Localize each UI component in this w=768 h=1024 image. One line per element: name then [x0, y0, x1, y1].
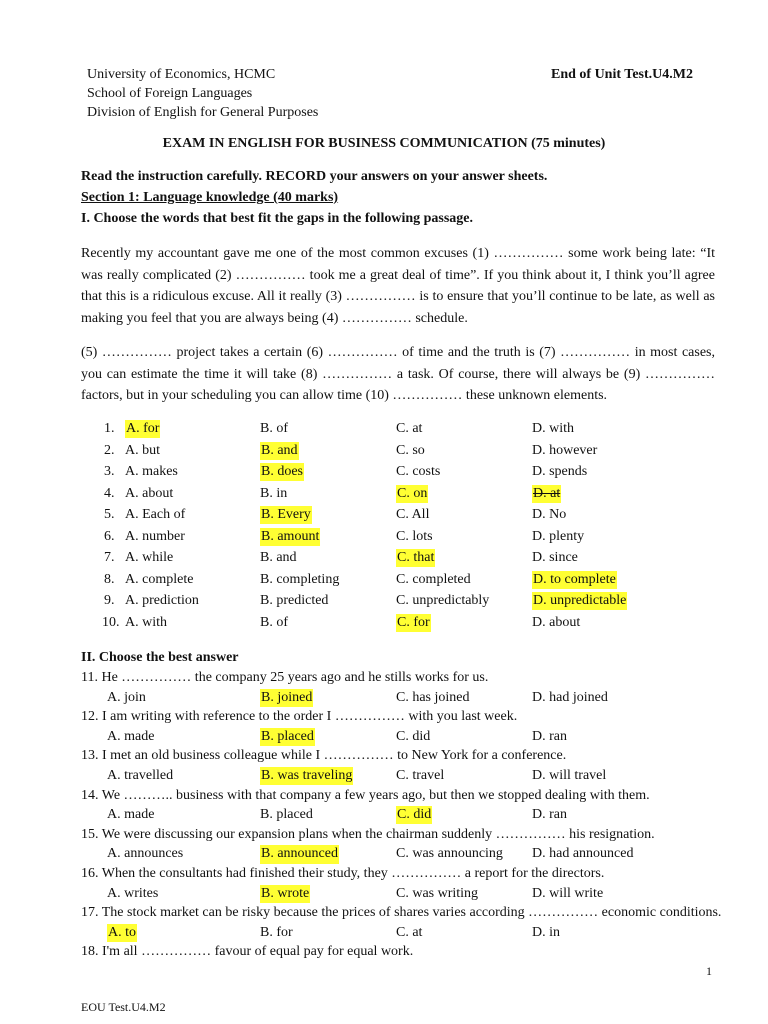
answer-option: A. complete — [125, 571, 194, 587]
part2-options-row — [0, 924, 768, 944]
part1-question-row — [0, 506, 768, 526]
part1-question-row — [0, 485, 768, 505]
answer-option: D. ran — [532, 807, 567, 823]
question-text: 11. He …………… the company 25 years ago and he stills works for us. — [81, 670, 489, 685]
part1-question-row — [0, 592, 768, 612]
question-number: 9. — [104, 593, 115, 608]
question-number: 8. — [104, 571, 115, 587]
answer-option: A. number — [125, 528, 185, 544]
part2-options-row — [0, 767, 768, 787]
answer-option: A. prediction — [125, 593, 199, 608]
answer-option: C. was writing — [396, 885, 479, 901]
part2-heading: II. Choose the best answer — [81, 650, 239, 665]
answer-option: B. amount — [260, 528, 320, 546]
question-text: 14. We ……….. business with that company a few years ago, but then we stopped dealing with them. — [81, 787, 650, 803]
answer-option: D. with — [532, 421, 574, 436]
footer-code: EOU Test.U4.M2 — [81, 1000, 166, 1014]
header-division: Division of English for General Purposes — [87, 105, 319, 120]
part1-question-row — [0, 614, 768, 634]
answer-option: C. costs — [396, 464, 441, 479]
passage-paragraph-2: (5) …………… project takes a certain (6) …………… of time and the truth is (7) …………… in most cases, you can estimate the time it will take (8) …………… a task. Of course, there will always be (9) …………… factors, but in your scheduling you can allow time (10) …………… these unknown elements. — [81, 345, 715, 403]
answer-option: B. placed — [260, 728, 315, 746]
part1-question-row — [0, 442, 768, 462]
answer-option: A. made — [107, 807, 155, 823]
question-number: 2. — [104, 442, 115, 458]
answer-option: D. unpredictable — [532, 592, 627, 610]
answer-option: A. but — [125, 442, 160, 458]
part1-question-row — [0, 571, 768, 591]
part2-options-row — [0, 728, 768, 748]
answer-option: B. and — [260, 442, 299, 460]
question-number: 6. — [104, 528, 115, 544]
answer-option: C. at — [396, 924, 423, 940]
answer-option: C. for — [396, 614, 431, 632]
answer-option: A. makes — [125, 464, 178, 479]
answer-option: A. about — [125, 485, 174, 501]
answer-option: B. wrote — [260, 885, 310, 903]
answer-option: D. since — [532, 550, 578, 565]
part1-heading: I. Choose the words that best fit the gaps in the following passage. — [81, 211, 474, 226]
question-number: 7. — [104, 550, 115, 565]
header-school: School of Foreign Languages — [87, 86, 253, 101]
answer-option: C. has joined — [396, 689, 470, 705]
answer-option: A. join — [107, 689, 146, 705]
question-number: 4. — [104, 485, 115, 501]
answer-option: C. did — [396, 728, 431, 744]
question-number: 3. — [104, 464, 115, 479]
answer-option: A. made — [107, 728, 155, 744]
question-number: 10. — [102, 614, 120, 630]
answer-option: B. in — [260, 485, 288, 501]
answer-option: D. will travel — [532, 768, 607, 783]
question-number: 5. — [104, 507, 115, 522]
answer-option: B. Every — [260, 506, 312, 524]
passage-paragraph-1: Recently my accountant gave me one of the most common excuses (1) …………… some work being late: “It was really complicated (2) …………… took me a great deal of time”. If you think about it, I think you’ll agree that this is a ridiculous excuse. All it really (3) …………… is to ensure that you’ll continue to be late, as well as making you feel that you are always being (4) …………… schedule. — [81, 246, 715, 326]
question-text: 12. I am writing with reference to the order I …………… with you last week. — [81, 709, 518, 725]
answer-option: D. plenty — [532, 528, 585, 544]
answer-option: D. in — [532, 924, 560, 940]
answer-option: B. for — [260, 924, 293, 940]
answer-option: B. does — [260, 463, 304, 481]
exam-title: EXAM IN ENGLISH FOR BUSINESS COMMUNICATION (75 minutes) — [162, 136, 606, 151]
answer-option: C. that — [396, 549, 435, 567]
question-text: 18. I'm all …………… favour of equal pay for equal work. — [81, 944, 414, 960]
answer-option: D. had announced — [532, 846, 634, 862]
answer-option: A. with — [125, 614, 167, 630]
section-heading: Section 1: Language knowledge (40 marks) — [81, 190, 339, 205]
part1-question-row — [0, 549, 768, 569]
answer-option: C. was announcing — [396, 846, 503, 862]
answer-option: D. No — [532, 507, 567, 522]
answer-option: A. announces — [107, 846, 184, 862]
answer-option: A. for — [125, 420, 160, 438]
answer-option: D. will write — [532, 885, 604, 901]
answer-option: C. unpredictably — [396, 593, 490, 608]
part2-options-row — [0, 689, 768, 709]
header-university: University of Economics, HCMC — [87, 67, 276, 82]
answer-option: D. about — [532, 614, 581, 630]
question-text: 15. We were discussing our expansion plans when the chairman suddenly …………… his resignation. — [81, 826, 655, 842]
part1-question-row — [0, 528, 768, 548]
answer-option: C. so — [396, 442, 425, 458]
question-text: 13. I met an old business colleague while I …………… to New York for a conference. — [81, 748, 567, 764]
question-number: 1. — [104, 421, 115, 436]
part2-options-row — [0, 845, 768, 865]
answer-option: A. writes — [107, 885, 159, 901]
answer-option: B. predicted — [260, 593, 329, 608]
answer-option: D. had joined — [532, 689, 608, 705]
answer-option: C. on — [396, 485, 428, 503]
answer-option: D. ran — [532, 728, 567, 744]
part2-options-row — [0, 885, 768, 905]
instruction: Read the instruction carefully. RECORD your answers on your answer sheets. — [81, 169, 548, 184]
answer-option: B. of — [260, 614, 288, 630]
answer-option: C. at — [396, 421, 423, 436]
page-number: 1 — [706, 964, 712, 978]
part1-question-row — [0, 420, 768, 440]
answer-option: B. joined — [260, 689, 313, 707]
answer-option: B. of — [260, 421, 288, 436]
answer-option: C. lots — [396, 528, 433, 544]
answer-option: B. was traveling — [260, 767, 353, 785]
question-text: 17. The stock market can be risky because the prices of shares varies according …………… economic conditions. — [81, 905, 722, 921]
header-test-id: End of Unit Test.U4.M2 — [551, 67, 693, 82]
answer-option: C. travel — [396, 768, 445, 783]
answer-option: A. while — [125, 550, 174, 565]
question-text: 16. When the consultants had finished their study, they …………… a report for the directors. — [81, 866, 605, 881]
answer-option: D. however — [532, 442, 598, 458]
answer-option: B. completing — [260, 571, 340, 587]
part1-question-row — [0, 463, 768, 483]
answer-option: B. and — [260, 550, 297, 565]
answer-option: B. announced — [260, 845, 339, 863]
answer-option: A. to — [107, 924, 137, 942]
part2-options-row — [0, 806, 768, 826]
answer-option: C. All — [396, 507, 430, 522]
answer-option: A. Each of — [125, 507, 186, 522]
answer-option: C. completed — [396, 571, 471, 587]
answer-option: A. travelled — [107, 768, 174, 783]
answer-option: D. at — [532, 485, 561, 503]
answer-option: C. did — [396, 806, 432, 824]
answer-option: D. spends — [532, 464, 588, 479]
answer-option: D. to complete — [532, 571, 617, 589]
answer-option: B. placed — [260, 807, 313, 823]
